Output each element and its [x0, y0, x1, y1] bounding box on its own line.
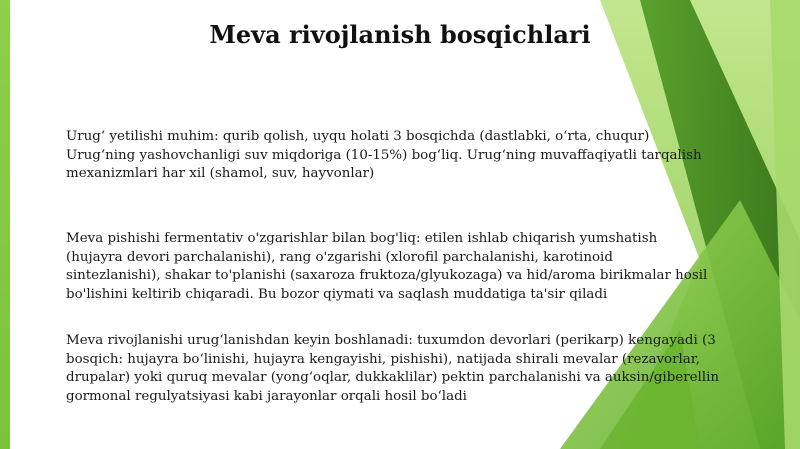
text-line: Urug‘ yetilishi muhim: qurib qolish, uyqu holati 3 bosqichda (dastlabki, o‘rta, chuqur) — [66, 129, 650, 144]
text-line: Meva rivojlanishi urug‘lanishdan keyin boshlanadi: tuxumdon devorlari (perikarp) kengayadi (3 — [66, 333, 716, 348]
paragraph-fruit-development — [66, 332, 756, 406]
text-line: gormonal regulyatsiyasi kabi jarayonlar orqali hosil bo‘ladi — [66, 388, 467, 404]
text-line: mexanizmlari har xil (shamol, suv, hayvonlar) — [66, 166, 375, 182]
text-line: bo'lishini keltirib chiqaradi. Bu bozor qiymati va saqlash muddatiga ta'sir qiladi — [66, 286, 608, 302]
text-line: (hujayra devori parchalanishi), rang o'zgarishi (xlorofil parchalanishi, karotinoid — [66, 249, 613, 265]
text-line: Meva pishishi fermentativ o'zgarishlar bilan bog'liq: etilen ishlab chiqarish yumshatish — [66, 231, 658, 246]
text-line: Urug‘ning yashovchanligi suv miqdoriga (10-15%) bog‘liq. Urug‘ning muvaffaqiyatli tarqalish — [66, 147, 702, 163]
slide-title: Meva rivojlanish bosqichlari — [209, 20, 591, 49]
text-line: sintezlanishi), shakar to'planishi (saxaroza fruktoza/glyukozaga) va hid/aroma birikmalar hosil — [66, 268, 708, 284]
paragraph-seed-maturation — [66, 128, 756, 184]
text-line: drupalar) yoki quruq mevalar (yong‘oqlar, dukkaklilar) pektin parchalanishi va auksin/giberellin — [66, 370, 719, 386]
text-line: bosqich: hujayra bo‘linishi, hujayra kengayishi, pishishi), natijada shirali mevalar (rezavorlar, — [66, 351, 700, 367]
paragraph-fruit-ripening — [66, 230, 756, 304]
